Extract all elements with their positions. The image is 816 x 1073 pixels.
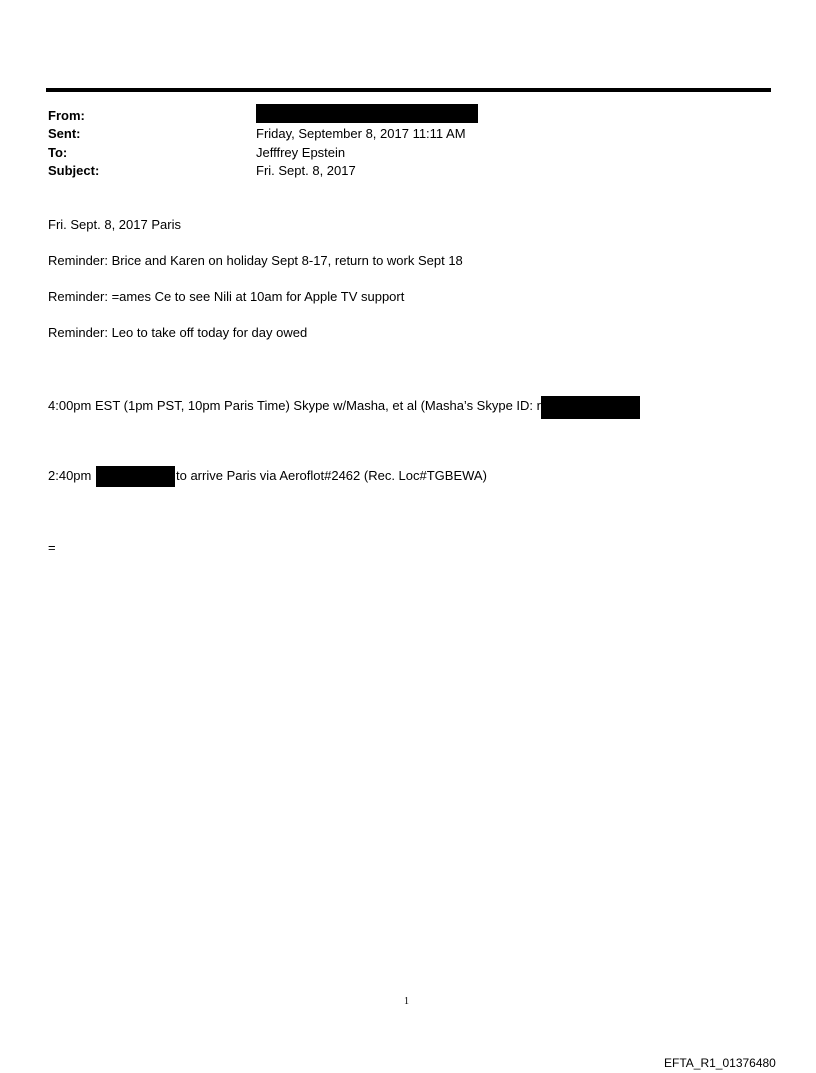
to-label: To: xyxy=(48,145,68,160)
reminder-appletv-line: Reminder: =ames Ce to see Nili at 10am for Apple TV support xyxy=(48,289,405,304)
skype-line: 4:00pm EST (1pm PST, 10pm Paris Time) Skype w/Masha, et al (Masha’s Skype ID: r xyxy=(48,398,541,413)
reminder-leo-line: Reminder: Leo to take off today for day owed xyxy=(48,325,308,340)
reminder-holiday-line: Reminder: Brice and Karen on holiday Sept 8-17, return to work Sept 18 xyxy=(48,253,463,268)
subject-label: Subject: xyxy=(48,163,100,178)
subject-value: Fri. Sept. 8, 2017 xyxy=(256,163,356,178)
to-value: Jefffrey Epstein xyxy=(256,145,346,160)
skype-id-redaction xyxy=(541,396,640,419)
trailing-equals: = xyxy=(48,540,56,555)
document-id: EFTA_R1_01376480 xyxy=(664,1056,776,1070)
arrival-name-redaction xyxy=(96,466,175,487)
header-rule xyxy=(46,88,771,92)
sent-label: Sent: xyxy=(48,126,81,141)
sent-value: Friday, September 8, 2017 11:11 AM xyxy=(256,126,466,141)
from-label: From: xyxy=(48,108,85,123)
arrival-line-suffix: to arrive Paris via Aeroflot#2462 (Rec. Loc#TGBEWA) xyxy=(176,468,487,483)
page-number: 1 xyxy=(404,996,409,1007)
from-redaction xyxy=(256,104,478,123)
arrival-line-prefix: 2:40pm xyxy=(48,468,92,483)
body-date-line: Fri. Sept. 8, 2017 Paris xyxy=(48,217,181,232)
